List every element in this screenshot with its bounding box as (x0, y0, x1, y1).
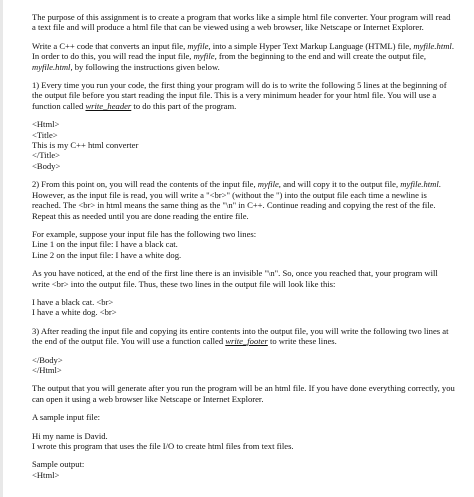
text-run: to write these lines. (267, 336, 337, 347)
header-lines-block (32, 119, 456, 171)
text-run: Write a C++ code that converts an input file, (32, 40, 188, 51)
sample-line: Hi my name is David. (32, 430, 108, 441)
footer-lines-block (32, 355, 456, 376)
example-line: Line 1 on the input file: I have a black cat. (32, 239, 178, 250)
function-name-write-header: write_header (85, 100, 132, 111)
sample-output-block (32, 459, 456, 480)
filename-run: myfile (257, 179, 279, 190)
code-line: </Title> (32, 150, 61, 161)
code-line: <Title> (32, 129, 58, 140)
code-line: <Html> (32, 469, 60, 480)
output-lines-block (32, 297, 456, 318)
text-run: , from the beginning to the end and will create the output file, (214, 51, 427, 62)
code-line: <Html> (32, 119, 60, 130)
text-run: to do this part of the program. (131, 100, 237, 111)
sample-line: I wrote this program that uses the file I/O to create html files from text files. (32, 441, 294, 451)
filename-run: myfile (187, 40, 209, 51)
task-paragraph (32, 41, 456, 72)
sample-input-heading: A sample input file: (32, 412, 101, 423)
example-intro: For example, suppose your input file has the following two lines: (32, 228, 257, 239)
text-run: 3) After reading the input file and copying its entire contents into the output file, you will write the following two lines at the end of the output file. You will use a function called (32, 325, 449, 347)
filename-run: myfile (193, 51, 215, 62)
example-line: Line 2 on the input file: I have a white dog. (32, 249, 182, 260)
text-run: . In order to do this, you will read the input file, (32, 40, 454, 62)
code-line: This is my C++ html converter (32, 140, 139, 151)
text-run: , into a simple Hyper Text Markup Language (HTML) file, (208, 40, 414, 51)
code-line: </Body> (32, 354, 63, 365)
output-description-paragraph: The output that you will generate after you run the program will be an html file. If you have done everything correctly, you can open it using a web browser like Netscape or Internet Explorer. (32, 383, 455, 404)
text-run: . However, as the input file is read, you will write a "<br>" (without the ") into the output file each time a newline is reached. The <br> in html means the same thing as the "\n" in C++. Continue reading and copying the rest of the file. Repeat this as needed until you are done reading the entire file. (32, 179, 441, 221)
function-name-write-footer: write_footer (225, 336, 268, 347)
output-line: I have a white dog. <br> (32, 307, 117, 318)
example-block (32, 229, 456, 260)
text-run: 1) Every time you run your code, the first thing your program will do is to write the following 5 lines at the beginning of the output file before you start reading the input file. This is a very minimum header for your html file. You will use a function called (32, 80, 447, 111)
step3-paragraph (32, 326, 456, 347)
code-line: <Body> (32, 160, 61, 171)
text-run: , and will copy it to the output file, (278, 179, 401, 190)
page-edge (0, 0, 3, 497)
filename-run: myfile.html (32, 61, 71, 72)
step1-paragraph (32, 80, 456, 111)
sample-output-heading: Sample output: (32, 459, 85, 470)
step2-paragraph (32, 179, 456, 221)
text-run: , by following the instructions given below. (70, 61, 220, 72)
filename-run: myfile.html (413, 40, 452, 51)
intro-paragraph: The purpose of this assignment is to create a program that works like a simple html file converter. Your program will read a text file and will produce a html file that can be viewed using a web browser, like Netscape or Internet Explorer. (32, 12, 451, 33)
filename-run: myfile.html (400, 179, 439, 190)
output-line: I have a black cat. <br> (32, 296, 114, 307)
text-run: 2) From this point on, you will read the contents of the input file, (32, 179, 258, 190)
code-line: </Html> (32, 364, 62, 375)
sample-input-block (32, 431, 456, 452)
newline-paragraph: As you have noticed, at the end of the first line there is an invisible "\n". So, once you reached that, your program will write <br> into the output file. Thus, these two lines in the output file will look like this: (32, 268, 438, 289)
